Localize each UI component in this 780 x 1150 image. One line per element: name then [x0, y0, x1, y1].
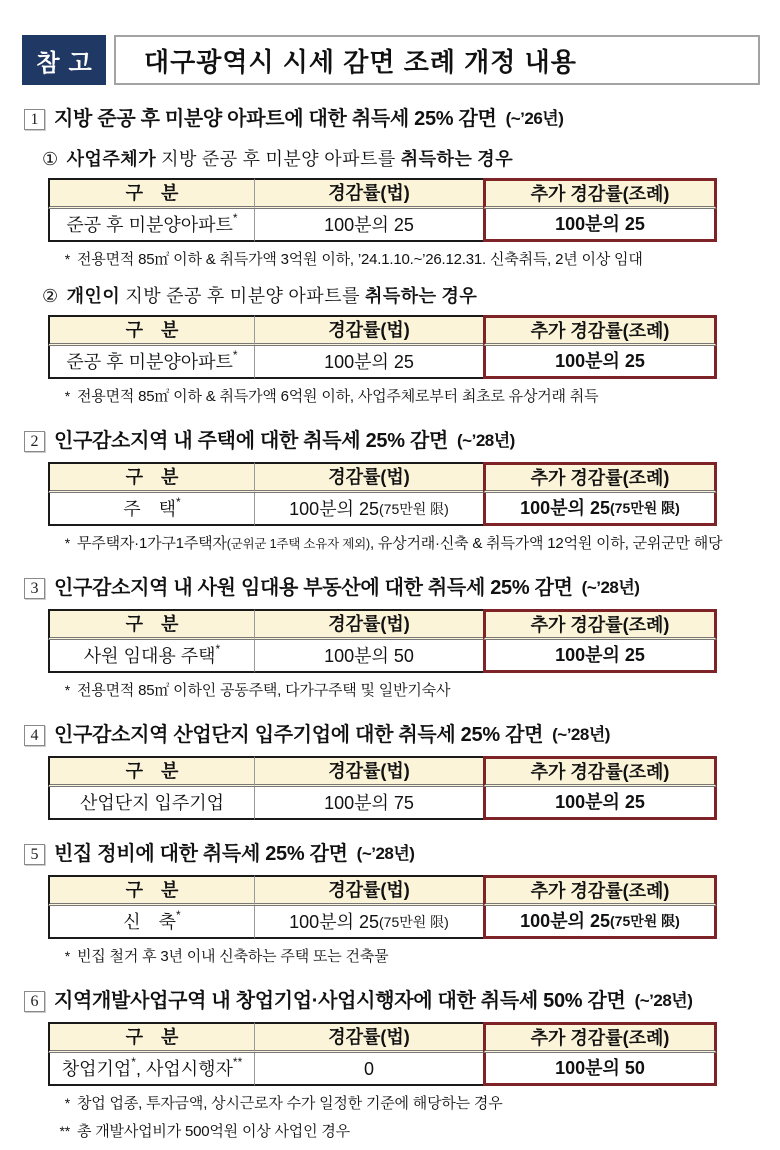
text-part: 100분의 25 — [324, 214, 414, 235]
footnote — [50, 386, 780, 407]
header-cell-law-rate: 경감률(법) — [255, 875, 483, 906]
cell-law-rate — [255, 906, 483, 939]
header-cell-category: 구 분 — [48, 178, 255, 209]
section-title: 인구감소지역 산업단지 입주기업에 대한 취득세 25% 감면 — [54, 724, 544, 746]
footnote-ref-marker: * — [176, 494, 181, 509]
cell-ordinance-rate — [483, 640, 717, 673]
footnote-marker: * — [64, 535, 70, 551]
section-number-box: 2 — [24, 431, 45, 452]
header-cell-law-rate: 경감률(법) — [255, 178, 483, 209]
subsection-text — [67, 149, 513, 169]
cell-category — [48, 1053, 255, 1086]
cell-ordinance-rate — [483, 787, 717, 820]
section-heading — [24, 427, 780, 455]
text-part: 전용면적 85㎡ 이하 & 취득가액 6억원 이하, 사업주체로부터 최초로 유상거래 취득 — [77, 388, 599, 405]
header-cell-category: 구 분 — [48, 462, 255, 493]
text-part: (75만원 限) — [379, 913, 449, 930]
section-heading — [24, 721, 780, 749]
section-period: (~’26년) — [505, 109, 564, 128]
cell-category — [48, 493, 255, 526]
footnote-text — [77, 535, 722, 552]
text-part: 취득하는 경우 — [364, 286, 478, 306]
cell-law-rate — [255, 640, 483, 673]
header-cell-category: 구 분 — [48, 1022, 255, 1053]
relief-table — [48, 875, 717, 939]
section-period: (~’28년) — [634, 991, 693, 1010]
relief-table — [48, 756, 717, 820]
document-header — [22, 35, 760, 85]
header-cell-law-rate: 경감률(법) — [255, 756, 483, 787]
section-number-box: 1 — [24, 109, 45, 130]
document-page — [0, 35, 780, 1150]
text-part: 사업주체가 — [66, 149, 157, 169]
footnote-marker: * — [64, 388, 70, 404]
header-cell-ordinance-rate: 추가 경감률(조례) — [483, 875, 717, 906]
text-part: 100분의 25 — [289, 911, 379, 932]
text-part: 100분의 50 — [324, 645, 414, 666]
header-cell-category: 구 분 — [48, 756, 255, 787]
text-part: 산업단지 입주기업 — [79, 792, 225, 813]
header-cell-category: 구 분 — [48, 609, 255, 640]
footnote — [50, 1121, 780, 1142]
cell-law-rate — [255, 209, 483, 242]
section-number-box: 6 — [24, 991, 45, 1012]
section-title: 인구감소지역 내 사원 임대용 부동산에 대한 취득세 25% 감면 — [54, 577, 573, 599]
text-part: 지방 준공 후 미분양 아파트를 — [156, 149, 401, 169]
subsection-text — [67, 286, 478, 306]
cell-ordinance-rate — [483, 346, 717, 379]
section-period: (~’28년) — [581, 578, 640, 597]
text-part: 100분의 25 — [555, 645, 645, 665]
footnote-text — [77, 1123, 350, 1140]
footnote-ref-marker: * — [232, 347, 238, 362]
cell-category — [48, 209, 255, 242]
subsection-number: ② — [42, 286, 59, 306]
text-part: 100분의 25 — [555, 214, 645, 234]
section-heading — [24, 840, 780, 868]
text-part: , 유상거래·신축 & 취득가액 12억원 이하, 군위군만 해당 — [369, 535, 723, 552]
header-cell-law-rate: 경감률(법) — [255, 1022, 483, 1053]
text-part: (75만원 限) — [610, 913, 680, 929]
footnote — [50, 946, 780, 967]
text-part: 준공 후 미분양아파트 — [66, 351, 233, 372]
document-body — [0, 105, 780, 1142]
header-cell-law-rate: 경감률(법) — [255, 609, 483, 640]
footnote-ref-marker: * — [176, 907, 181, 922]
text-part: 개인이 — [66, 286, 121, 306]
cell-category — [48, 787, 255, 820]
section-title: 빈집 정비에 대한 취득세 25% 감면 — [54, 843, 348, 865]
section-number-box: 4 — [24, 725, 45, 746]
footnote — [50, 1093, 780, 1114]
text-part: , 사업시행자 — [135, 1058, 233, 1079]
text-part: 100분의 25 — [324, 351, 414, 372]
footnote-ref-marker: * — [215, 641, 221, 656]
footnote-marker: * — [64, 1095, 70, 1111]
relief-table — [48, 462, 717, 526]
text-part: 100분의 75 — [324, 792, 414, 813]
relief-table — [48, 1022, 717, 1086]
footnote — [50, 533, 780, 554]
text-part: 사원 임대용 주택 — [83, 645, 216, 666]
footnote — [50, 249, 780, 270]
section-title: 지방 준공 후 미분양 아파트에 대한 취득세 25% 감면 — [54, 108, 497, 130]
text-part: 전용면적 85㎡ 이하 & 취득가액 3억원 이하, ’24.1.10.~’26.12.31. 신축취득, 2년 이상 임대 — [77, 251, 643, 268]
cell-ordinance-rate — [483, 209, 717, 242]
section-number-box: 5 — [24, 844, 45, 865]
text-part: 100분의 25 — [555, 792, 645, 812]
footnote-ref-marker: * — [131, 1054, 136, 1069]
text-part: 창업기업 — [61, 1058, 132, 1079]
cell-ordinance-rate — [483, 493, 717, 526]
header-cell-category: 구 분 — [48, 315, 255, 346]
section-period: (~’28년) — [356, 844, 415, 863]
relief-table — [48, 178, 717, 242]
footnote-marker: * — [64, 251, 70, 267]
header-cell-ordinance-rate: 추가 경감률(조례) — [483, 178, 717, 209]
section-period: (~’28년) — [457, 431, 515, 450]
cell-law-rate — [255, 1053, 483, 1086]
footnote-marker: * — [64, 682, 70, 698]
footnote-marker: ** — [59, 1123, 70, 1139]
text-part: 창업 업종, 투자금액, 상시근로자 수가 일정한 기준에 해당하는 경우 — [77, 1095, 503, 1112]
subsection-heading — [42, 145, 780, 171]
header-cell-ordinance-rate: 추가 경감률(조례) — [483, 315, 717, 346]
text-part: 100분의 25 — [289, 498, 379, 519]
text-part: (군위군 1주택 소유자 제외) — [226, 537, 370, 551]
section-heading — [24, 105, 780, 133]
section-heading — [24, 987, 780, 1015]
cell-category — [48, 906, 255, 939]
header-cell-law-rate: 경감률(법) — [255, 462, 483, 493]
reference-badge: 참고 — [22, 35, 106, 85]
footnote-text — [77, 251, 643, 268]
text-part: 주 택 — [123, 498, 177, 519]
text-part: 전용면적 85㎡ 이하인 공동주택, 다가구주택 및 일반기숙사 — [77, 682, 451, 699]
section-title: 인구감소지역 내 주택에 대한 취득세 25% 감면 — [54, 430, 449, 452]
section-number-box: 3 — [24, 578, 45, 599]
footnote — [50, 680, 780, 701]
text-part: 준공 후 미분양아파트 — [66, 214, 233, 235]
footnote-ref-marker: ** — [232, 1054, 243, 1069]
text-part: 0 — [363, 1058, 374, 1079]
cell-category — [48, 346, 255, 379]
subsection-number: ① — [42, 149, 59, 169]
relief-table — [48, 315, 717, 379]
header-cell-ordinance-rate: 추가 경감률(조례) — [483, 462, 717, 493]
footnote-ref-marker: * — [232, 210, 238, 225]
cell-ordinance-rate — [483, 1053, 717, 1086]
section-heading — [24, 574, 780, 602]
relief-table — [48, 609, 717, 673]
text-part: 100분의 25 — [520, 911, 610, 931]
text-part: 총 개발사업비가 500억원 이상 사업인 경우 — [77, 1123, 350, 1140]
cell-law-rate — [255, 346, 483, 379]
cell-ordinance-rate — [483, 906, 717, 939]
header-cell-category: 구 분 — [48, 875, 255, 906]
text-part: (75만원 限) — [379, 500, 449, 517]
text-part: 지방 준공 후 미분양 아파트를 — [120, 286, 365, 306]
text-part: 취득하는 경우 — [400, 149, 514, 169]
page-title: 대구광역시 시세 감면 조례 개정 내용 — [144, 46, 577, 77]
text-part: 100분의 25 — [555, 351, 645, 371]
footnote-text — [77, 388, 598, 405]
section-title: 지역개발사업구역 내 창업기업·사업시행자에 대한 취득세 50% 감면 — [54, 990, 626, 1012]
footnote-text — [77, 948, 388, 965]
page-title-box — [114, 35, 760, 85]
footnote-text — [77, 1095, 503, 1112]
cell-law-rate — [255, 787, 483, 820]
header-cell-ordinance-rate: 추가 경감률(조례) — [483, 609, 717, 640]
header-cell-ordinance-rate: 추가 경감률(조례) — [483, 756, 717, 787]
cell-law-rate — [255, 493, 483, 526]
text-part: 무주택자·1가구1주택자 — [77, 535, 227, 552]
header-cell-ordinance-rate: 추가 경감률(조례) — [483, 1022, 717, 1053]
text-part: (75만원 限) — [610, 500, 680, 516]
text-part: 100분의 25 — [520, 498, 610, 518]
cell-category — [48, 640, 255, 673]
footnote-marker: * — [64, 948, 70, 964]
section-period: (~’28년) — [552, 725, 610, 744]
footnote-text — [77, 682, 450, 699]
text-part: 빈집 철거 후 3년 이내 신축하는 주택 또는 건축물 — [77, 948, 389, 965]
text-part: 100분의 50 — [555, 1058, 645, 1078]
header-cell-law-rate: 경감률(법) — [255, 315, 483, 346]
subsection-heading — [42, 282, 780, 308]
text-part: 신 축 — [123, 911, 177, 932]
